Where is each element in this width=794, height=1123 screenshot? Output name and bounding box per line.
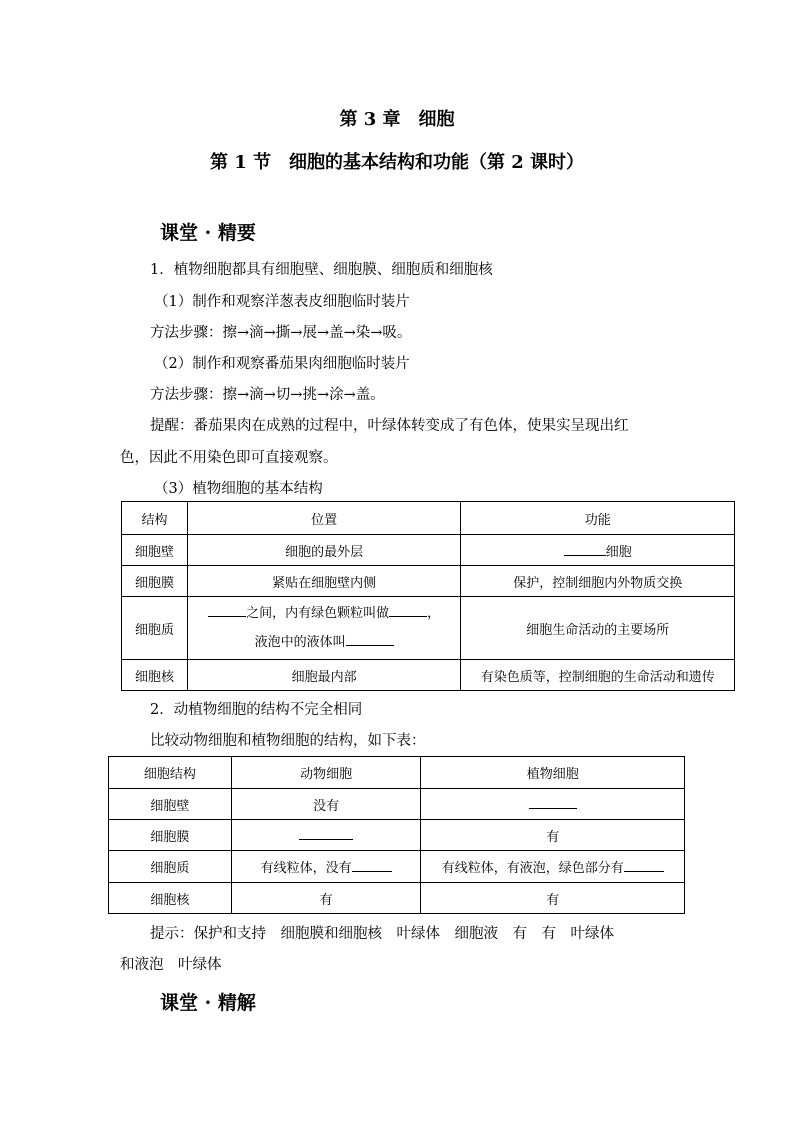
table-cell [461,535,735,566]
table-header-row [122,502,735,535]
table-header: 结构 [122,502,188,535]
method-steps-1: 方法步骤：擦→滴→撕→展→盖→染→吸。 [150,325,412,341]
table-cell: 细胞质 [109,851,232,883]
table-row [109,883,685,914]
table-cell: 有 [421,883,685,914]
table-header: 功能 [461,502,735,535]
table-cell [421,789,685,820]
table-row [109,820,685,851]
cell-text: 液泡中的液体叫 [254,635,346,650]
table-cell: 细胞生命活动的主要场所 [461,597,735,660]
fill-blank [208,603,246,617]
point-2: 2．动植物细胞的结构不完全相同 [150,702,363,718]
table-row [122,566,735,597]
table-cell: 细胞壁 [109,789,232,820]
animal-plant-comparison-table [108,756,685,914]
answer-hint-line-1: 提示：保护和支持 细胞膜和细胞核 叶绿体 细胞液 有 有 叶绿体 [150,926,614,942]
table-header: 植物细胞 [421,757,685,789]
table-cell: 细胞膜 [122,566,188,597]
cell-text: ， [427,606,441,621]
cell-text: 细胞 [605,544,632,560]
chapter-title: 第 3 章 细胞 [339,109,455,130]
table-cell: 细胞的最外层 [187,535,461,566]
answer-hint-line-2: 和液泡 叶绿体 [120,957,222,973]
cell-line [192,599,457,628]
table-cell [187,597,461,660]
tip-line-2: 色，因此不用染色即可直接观察。 [120,450,338,466]
fill-blank [346,632,394,646]
table-header: 动物细胞 [231,757,421,789]
table-header: 细胞结构 [109,757,232,789]
table-cell: 紧贴在细胞壁内侧 [187,566,461,597]
table-row [109,789,685,820]
table-cell: 有 [231,883,421,914]
subpoint-3: （3）植物细胞的基本结构 [154,481,323,497]
table-row [122,660,735,691]
table-cell: 细胞壁 [122,535,188,566]
table-row [122,535,735,566]
tip-line-1: 提醒：番茄果肉在成熟的过程中，叶绿体转变成了有色体，使果实呈现出红 [150,418,629,434]
table-cell: 有染色质等，控制细胞的生命活动和遗传 [461,660,735,691]
table-header: 位置 [187,502,461,535]
section-heading-essentials: 课堂 · 精要 [160,222,256,244]
table-cell: 没有 [231,789,421,820]
table-cell: 保护，控制细胞内外物质交换 [461,566,735,597]
table-header-row [109,757,685,789]
table-cell: 细胞核 [122,660,188,691]
point-1: 1．植物细胞都具有细胞壁、细胞膜、细胞质和细胞核 [150,262,493,278]
fill-blank [352,858,392,872]
cell-text: 有线粒体，有液泡，绿色部分有 [441,861,624,876]
fill-blank [624,858,664,872]
fill-blank [389,603,427,617]
table-cell [231,820,421,851]
cell-line [192,628,457,657]
fill-blank [299,826,353,840]
table-cell: 细胞质 [122,597,188,660]
section-title: 第 1 节 细胞的基本结构和功能（第 2 课时） [209,152,585,173]
table-row [122,597,735,660]
plant-cell-structure-table [121,501,735,691]
subpoint-2: （2）制作和观察番茄果肉细胞临时装片 [154,356,410,372]
fill-blank [529,795,577,809]
cell-text: 有线粒体，没有 [260,861,352,876]
table-cell: 细胞膜 [109,820,232,851]
subpoint-1: （1）制作和观察洋葱表皮细胞临时装片 [154,294,410,310]
method-steps-2: 方法步骤：擦→滴→切→挑→涂→盖。 [150,387,385,403]
table-cell [421,851,685,883]
fill-blank [564,542,606,556]
table-cell: 细胞最内部 [187,660,461,691]
cell-text: 之间，内有绿色颗粒叫做 [246,606,390,621]
table-row [109,851,685,883]
table-cell: 细胞核 [109,883,232,914]
comparison-intro: 比较动物细胞和植物细胞的结构，如下表： [150,733,426,749]
table-cell [231,851,421,883]
section-heading-explanation: 课堂 · 精解 [160,992,256,1014]
table-cell: 有 [421,820,685,851]
